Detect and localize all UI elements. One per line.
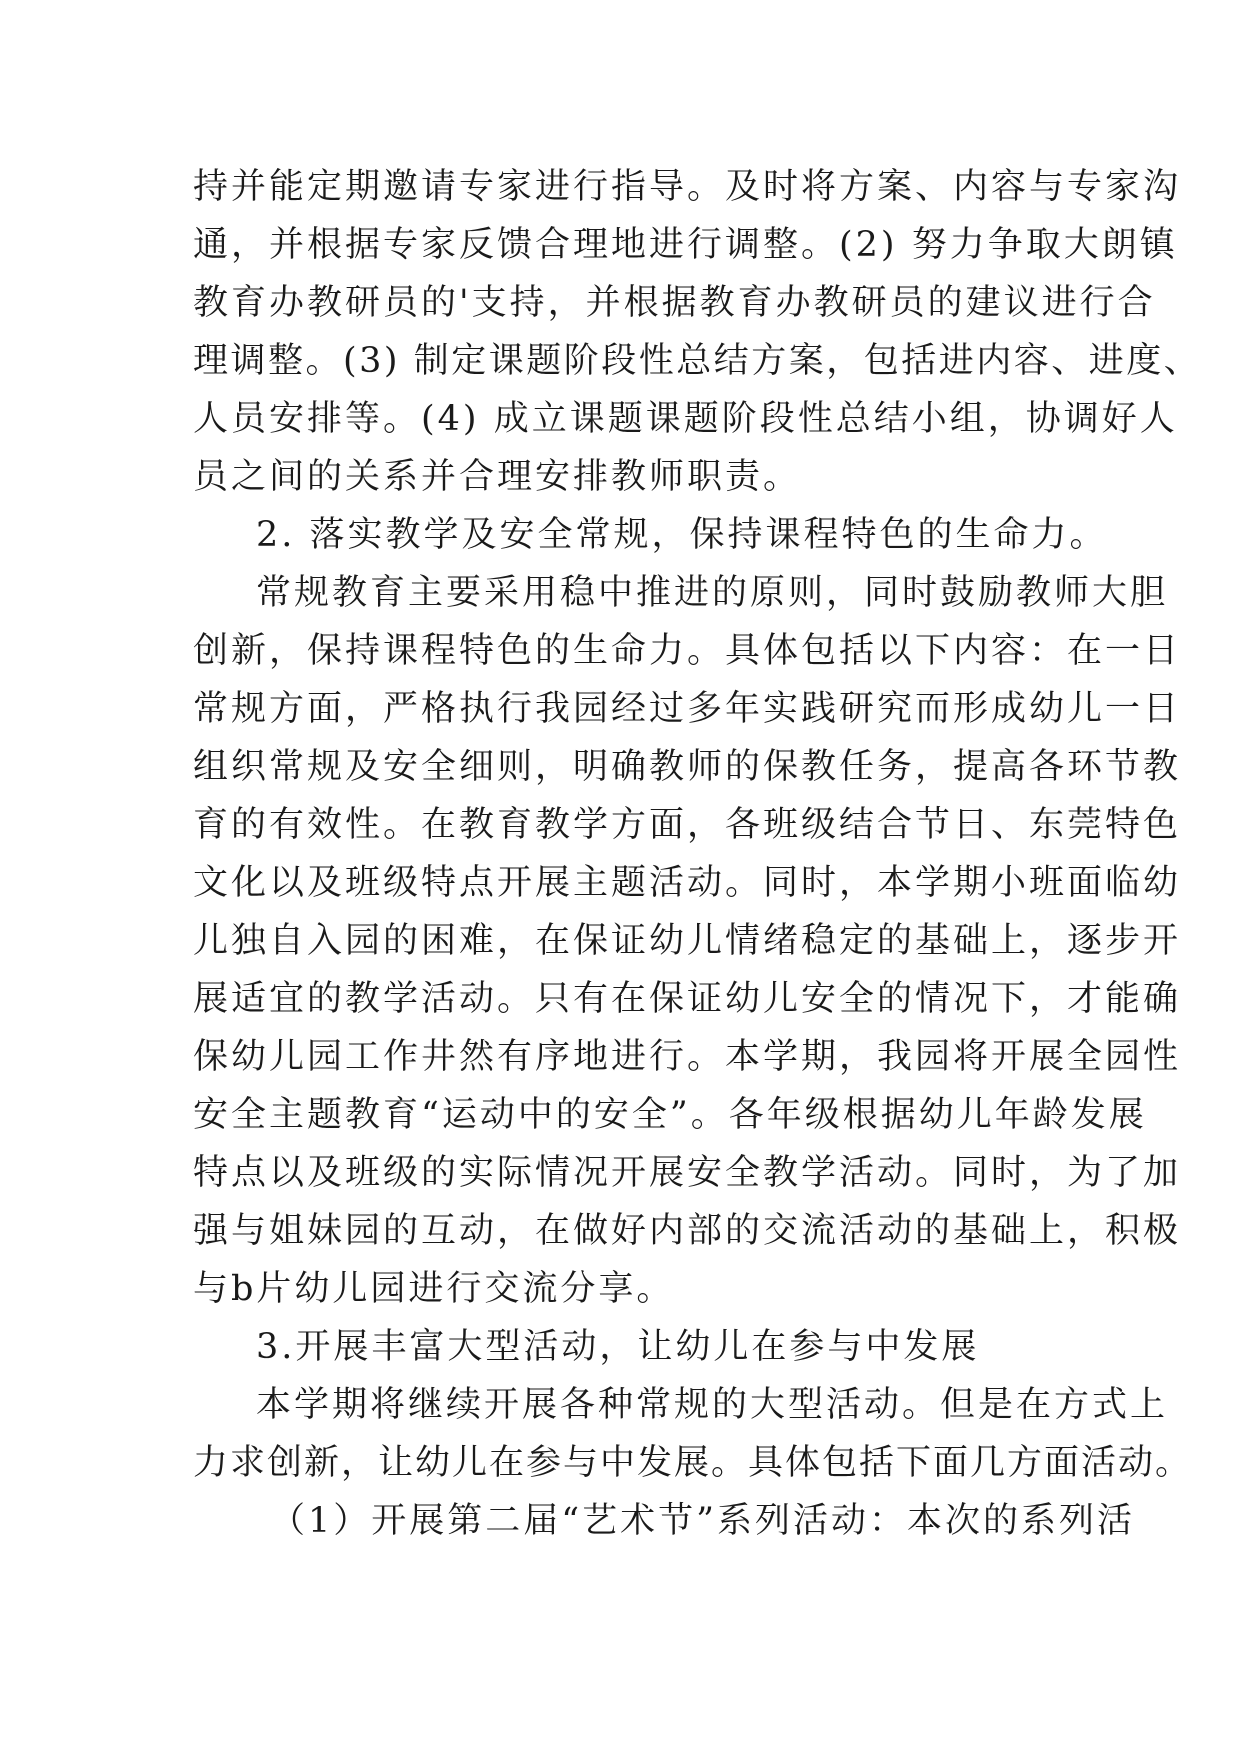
text-line: 通，并根据专家反馈合理地进行调整。(2) 努力争取大朗镇	[193, 225, 1178, 265]
section-heading: 3.开展丰富大型活动，让幼儿在参与中发展	[256, 1327, 980, 1367]
text-line: 创新，保持课程特色的生命力。具体包括以下内容：在一日	[193, 631, 1182, 671]
text-line: 文化以及班级特点开展主题活动。同时，本学期小班面临幼	[193, 863, 1182, 903]
text-line: 力求创新，让幼儿在参与中发展。具体包括下面几方面活动。	[193, 1443, 1193, 1483]
text-line: 特点以及班级的实际情况开展安全教学活动。同时，为了加	[193, 1153, 1182, 1193]
text-line: 组织常规及安全细则，明确教师的保教任务，提高各环节教	[193, 747, 1182, 787]
text-line: 强与姐妹园的互动，在做好内部的交流活动的基础上，积极	[193, 1211, 1182, 1251]
text-line: 常规教育主要采用稳中推进的原则，同时鼓励教师大胆	[256, 573, 1169, 613]
section-heading: 2. 落实教学及安全常规，保持课程特色的生命力。	[256, 515, 1108, 555]
text-line: 员之间的关系并合理安排教师职责。	[193, 457, 802, 497]
text-line: 本学期将继续开展各种常规的大型活动。但是在方式上	[256, 1385, 1169, 1425]
text-line: 与b片幼儿园进行交流分享。	[193, 1269, 675, 1309]
text-line: 教育办教研员的'支持，并根据教育办教研员的建议进行合	[193, 283, 1156, 323]
text-line: 育的有效性。在教育教学方面，各班级结合节日、东莞特色	[193, 805, 1182, 845]
text-line: （1）开展第二届“艺术节”系列活动：本次的系列活	[270, 1501, 1136, 1541]
text-line: 保幼儿园工作井然有序地进行。本学期，我园将开展全园性	[193, 1037, 1182, 1077]
text-line: 人员安排等。(4) 成立课题课题阶段性总结小组，协调好人	[193, 399, 1178, 439]
text-line: 持并能定期邀请专家进行指导。及时将方案、内容与专家沟	[193, 167, 1182, 207]
text-line: 儿独自入园的困难，在保证幼儿情绪稳定的基础上，逐步开	[193, 921, 1182, 961]
text-line: 安全主题教育“运动中的安全”。各年级根据幼儿年龄发展	[193, 1095, 1147, 1135]
text-line: 常规方面，严格执行我园经过多年实践研究而形成幼儿一日	[193, 689, 1182, 729]
text-line: 展适宜的教学活动。只有在保证幼儿安全的情况下，才能确	[193, 979, 1182, 1019]
text-line: 理调整。(3) 制定课题阶段性总结方案，包括进内容、进度、	[193, 341, 1202, 381]
